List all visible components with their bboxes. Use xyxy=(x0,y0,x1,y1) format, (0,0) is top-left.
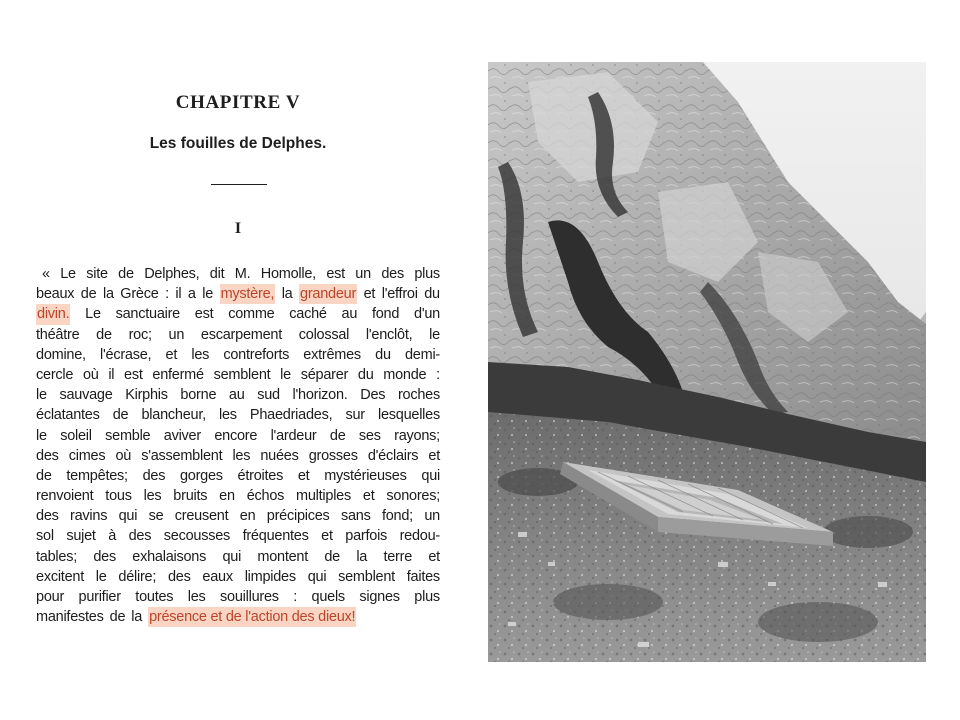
text-line xyxy=(36,607,440,627)
word: un xyxy=(424,508,440,525)
word: à xyxy=(108,528,117,545)
word: en xyxy=(219,488,235,505)
word: Homolle, xyxy=(260,266,316,282)
word: des xyxy=(167,568,191,585)
word: les xyxy=(219,407,237,424)
word: le xyxy=(36,387,47,404)
delphi-ruins-photo xyxy=(488,62,926,662)
word: quels xyxy=(311,589,345,605)
word: le xyxy=(202,286,214,303)
word: aviver xyxy=(163,427,201,444)
word: ses xyxy=(358,427,381,444)
word: escarpement xyxy=(200,326,282,343)
word: où xyxy=(82,366,99,383)
word: s'assemblent xyxy=(141,447,223,464)
text-line xyxy=(36,284,440,304)
word: : xyxy=(436,366,440,383)
word: le xyxy=(280,366,291,383)
word: se xyxy=(148,508,164,525)
word: qui xyxy=(307,568,327,585)
word: étroites xyxy=(237,467,284,484)
word: Le xyxy=(85,306,101,323)
word: gorges xyxy=(179,467,223,484)
word: creusent xyxy=(174,508,229,525)
text-line xyxy=(36,526,440,546)
word: terre xyxy=(383,548,413,565)
word: signes xyxy=(359,589,400,605)
word: « xyxy=(42,266,50,282)
word: comme xyxy=(228,306,275,323)
word: sujet xyxy=(66,528,96,545)
divider-rule xyxy=(211,184,267,185)
chapter-subtitle: Les fouilles de Delphes. xyxy=(149,135,327,152)
word: de xyxy=(118,266,134,282)
chapter-heading: CHAPITRE V xyxy=(175,92,301,113)
word: contreforts xyxy=(223,346,290,363)
word: : xyxy=(165,286,169,303)
word: sanctuaire xyxy=(115,306,180,323)
word: où xyxy=(115,447,132,464)
word: pour xyxy=(36,589,65,605)
text-line xyxy=(36,547,440,567)
word: semble xyxy=(105,427,151,444)
word: au xyxy=(341,306,358,323)
word: la xyxy=(102,286,114,303)
word: souillures xyxy=(220,589,279,605)
word: l'ardeur xyxy=(270,427,317,444)
word: de xyxy=(112,407,129,424)
word: et xyxy=(321,528,333,545)
word: toutes xyxy=(135,589,174,605)
word: sur xyxy=(345,407,365,424)
word: Kirphis xyxy=(125,387,168,404)
word: l'enclôt, xyxy=(365,326,413,343)
word: l'horizon. xyxy=(292,387,348,404)
word: séparer xyxy=(300,366,349,383)
word: fréquentes xyxy=(242,528,309,545)
text-line xyxy=(36,365,440,385)
word: sud xyxy=(257,387,280,404)
word: lesquelles xyxy=(377,407,440,424)
word: et xyxy=(165,346,178,363)
highlighted-word: divin. xyxy=(36,304,70,324)
word: le xyxy=(95,568,107,585)
word: et xyxy=(428,548,440,565)
word: Delphes, xyxy=(144,266,200,282)
word: roches xyxy=(397,387,440,404)
word: sauvage xyxy=(59,387,113,404)
word: du xyxy=(375,346,391,363)
body-paragraph xyxy=(36,264,440,627)
word: l'écrase, xyxy=(100,346,152,363)
word: sonores; xyxy=(386,488,440,505)
word: des xyxy=(381,266,404,282)
word: limpides xyxy=(244,568,296,585)
word: il xyxy=(175,286,182,303)
word: tous xyxy=(105,488,132,505)
word: multiples xyxy=(296,488,351,505)
word: un xyxy=(168,326,185,343)
word: les xyxy=(191,346,210,363)
word: monde xyxy=(383,366,427,383)
highlighted-word: mystère, xyxy=(220,284,276,304)
word: qui xyxy=(118,508,138,525)
word: a xyxy=(187,286,196,303)
word: de xyxy=(109,609,126,626)
word: semblent xyxy=(338,568,395,585)
word: : xyxy=(293,589,298,605)
text-line xyxy=(36,264,440,284)
word: cercle xyxy=(36,366,74,383)
word: manifestes xyxy=(36,609,104,626)
word: montent xyxy=(257,548,309,565)
word: Phaedriades, xyxy=(249,407,333,424)
word: domine, xyxy=(36,346,86,363)
word: le xyxy=(36,427,47,444)
word: de xyxy=(80,286,97,303)
text-line xyxy=(36,304,440,324)
word: secousses xyxy=(163,528,231,545)
word: fond xyxy=(371,306,400,323)
text-line xyxy=(36,426,440,446)
word: précipices xyxy=(266,508,330,525)
word: renvoient xyxy=(36,488,94,505)
word: le xyxy=(429,326,440,343)
word: redou- xyxy=(399,528,440,545)
word: la xyxy=(356,548,368,565)
word: caché xyxy=(289,306,327,323)
word: tables; xyxy=(36,548,77,565)
word: sans xyxy=(340,508,371,525)
word: des xyxy=(93,548,116,565)
section-number: I xyxy=(234,220,242,237)
word: est xyxy=(194,306,214,323)
word: est xyxy=(124,366,143,383)
word: de xyxy=(329,427,346,444)
word: sol xyxy=(36,528,54,545)
word: d'un xyxy=(414,306,440,323)
word: les xyxy=(143,488,162,505)
word: un xyxy=(355,266,371,282)
word: mystérieuses xyxy=(324,467,407,484)
text-line xyxy=(36,506,440,526)
text-line xyxy=(36,466,440,486)
word: d'éclairs xyxy=(367,447,419,464)
word: M. xyxy=(234,266,251,282)
word: de xyxy=(36,467,52,484)
text-line xyxy=(36,405,440,425)
word: délire; xyxy=(118,568,157,585)
word: des xyxy=(36,508,59,525)
word: les xyxy=(187,589,206,605)
word: qui xyxy=(421,467,440,484)
word: des xyxy=(128,528,152,545)
word: parfois xyxy=(345,528,388,545)
text-line xyxy=(36,325,440,345)
word: au xyxy=(228,387,245,404)
word: excitent xyxy=(36,568,84,585)
word: du xyxy=(357,366,374,383)
highlighted-word: présence et de l'action des dieux! xyxy=(148,607,356,627)
word: plus xyxy=(414,589,440,605)
word: enfermé xyxy=(152,366,204,383)
word: grosses xyxy=(308,447,358,464)
word: de xyxy=(324,548,340,565)
text-line xyxy=(36,345,440,365)
word: blancheur, xyxy=(141,407,206,424)
word: les xyxy=(232,447,251,464)
word: eaux xyxy=(202,568,233,585)
text-line xyxy=(36,587,440,607)
word: demi- xyxy=(404,346,440,363)
word: qui xyxy=(222,548,242,565)
word: il xyxy=(108,366,115,383)
word: des xyxy=(36,447,59,464)
word: Le xyxy=(60,266,76,282)
word: des xyxy=(142,467,166,484)
word: est xyxy=(326,266,345,282)
word: colossal xyxy=(298,326,350,343)
word: faites xyxy=(406,568,440,585)
word: théâtre xyxy=(36,326,80,343)
word: beaux xyxy=(36,286,75,303)
word: la xyxy=(131,609,143,626)
text-line xyxy=(36,446,440,466)
word: échos xyxy=(246,488,285,505)
word: tempêtes; xyxy=(66,467,128,484)
word: plus xyxy=(414,266,440,282)
word: rayons; xyxy=(394,427,440,444)
word: soleil xyxy=(60,427,92,444)
word: extrêmes xyxy=(303,346,361,363)
word: bruits xyxy=(173,488,208,505)
text-line xyxy=(36,567,440,587)
word: en xyxy=(239,508,256,525)
word: et xyxy=(362,488,375,505)
word: roc; xyxy=(128,326,152,343)
word: semblent xyxy=(213,366,271,383)
text-line xyxy=(36,486,440,506)
word: borne xyxy=(180,387,217,404)
word: éclatantes xyxy=(36,407,100,424)
word: encore xyxy=(214,427,258,444)
word: de xyxy=(96,326,112,343)
highlighted-word: grandeur xyxy=(299,284,357,304)
word: nuées xyxy=(260,447,299,464)
word: fond; xyxy=(381,508,413,525)
book-page xyxy=(36,80,440,640)
word: exhalaisons xyxy=(132,548,207,565)
word: Grèce xyxy=(120,286,159,303)
word: cimes xyxy=(68,447,106,464)
word: dit xyxy=(209,266,225,282)
word: et xyxy=(297,467,310,484)
word: Des xyxy=(360,387,386,404)
text-line xyxy=(36,385,440,405)
word: la xyxy=(281,286,293,303)
word: et xyxy=(363,286,376,303)
word: et xyxy=(428,447,440,464)
word: purifier xyxy=(78,589,121,605)
word: du xyxy=(424,286,440,303)
word: l'effroi xyxy=(381,286,418,303)
word: site xyxy=(86,266,108,282)
word: ravins xyxy=(70,508,108,525)
